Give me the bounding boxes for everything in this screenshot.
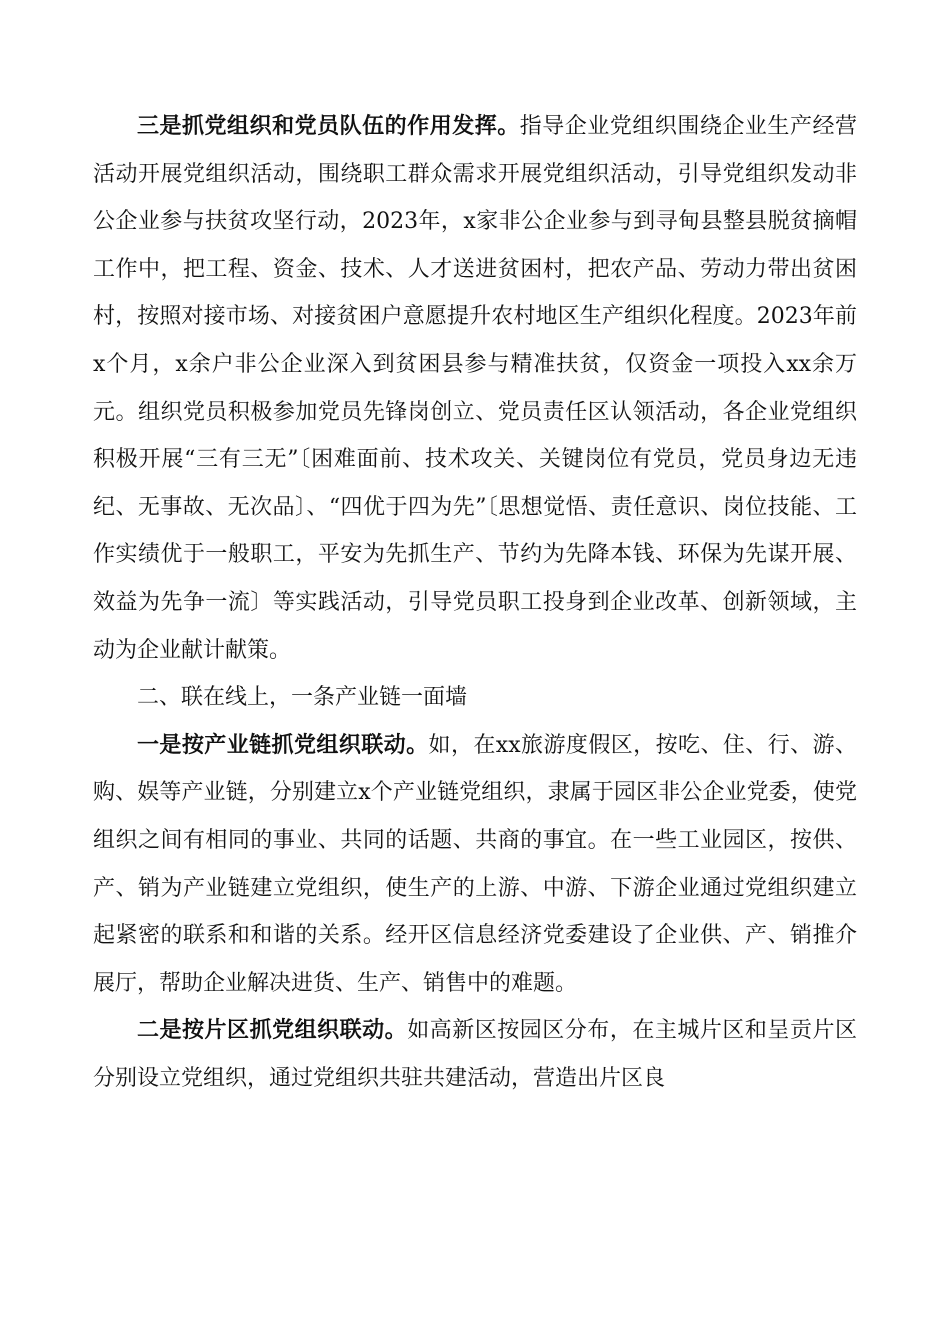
paragraph-industry-chain [93,722,857,1008]
paragraph-body: 如高新区按园区分布，在主城片区和呈贡片区分别设立党组织，通过党组织共驻共建活动，营造出片区良 [93,1018,857,1091]
paragraph-lead: 三是抓党组织和党员队伍的作用发挥。 [137,113,520,139]
paragraph-lead: 二是按片区抓党组织联动。 [137,1017,408,1044]
paragraph-body: 指导企业党组织围绕企业生产经营活动开展党组织活动，围绕职工群众需求开展党组织活动，引导党组织发动非公企业参与扶贫攻坚行动，2023年，x家非公企业参与到寻甸县整县脱贫摘帽工作中，把工程、资金、技术、人才送进贫困村，把农产品、劳动力带出贫困村，按照对接市场、对接贫困户意愿提升农村地区生产组织化程度。2023年前x个月，x余户非公企业深入到贫困县参与精准扶贫，仅资金一项投入xx余万元。组织党员积极参加党员先锋岗创立、党员责任区认领活动，各企业党组织积极开展“三有三无”〔困难面前、技术攻关、关键岗位有党员，党员身边无违纪、无事故、无次品〕、“四优于四为先”〔思想觉悟、责任意识、岗位技能、工作实绩优于一般职工，平安为先抓生产、节约为先降本钱、环保为先谋开展、效益为先争一流〕等实践活动，引导党员职工投身到企业改革、创新领域，主动为企业献计献策。 [93,114,857,663]
paragraph-district [93,1007,857,1102]
paragraph-body: 如，在xx旅游度假区，按吃、住、行、游、购、娱等产业链，分别建立x个产业链党组织，隶属于园区非公企业党委，使党组织之间有相同的事业、共同的话题、共商的事宜。在一些工业园区，按供、产、销为产业链建立党组织，使生产的上游、中游、下游企业通过党组织建立起紧密的联系和和谐的关系。经开区信息经济党委建设了企业供、产、销推介展厅，帮助企业解决进货、生产、销售中的难题。 [93,732,857,996]
section-heading: 二、联在线上，一条产业链一面墙 [137,685,468,711]
paragraph-lead: 一是按产业链抓党组织联动。 [137,731,429,758]
document-page [93,103,857,1102]
paragraph-party-role [93,103,857,674]
